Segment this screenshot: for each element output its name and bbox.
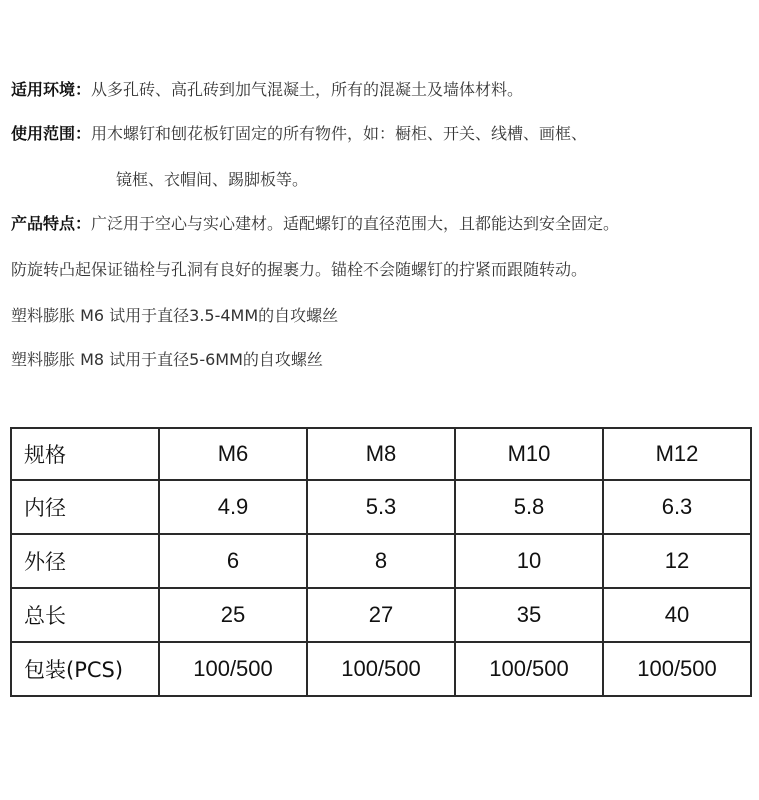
scope-label: 使用范围：: [11, 124, 92, 143]
table-row-packaging: [11, 642, 751, 696]
table-cell: 40: [603, 588, 751, 642]
intro-line-environment: [11, 80, 523, 100]
features-text: 广泛用于空心与实心建材。适配螺钉的直径范围大，且都能达到安全固定。: [91, 214, 620, 233]
header-cell-spec: 规格: [11, 428, 159, 480]
spec-table: [10, 427, 752, 697]
row-label-total-length: 总长: [11, 588, 159, 642]
table-cell: 6.3: [603, 480, 751, 534]
scope-text-continued: 镜框、衣帽间、踢脚板等。: [116, 170, 309, 189]
environment-label: 适用环境：: [11, 80, 92, 99]
row-label-packaging: 包装(PCS): [11, 642, 159, 696]
table-cell: 5.8: [455, 480, 603, 534]
table-cell: 5.3: [307, 480, 455, 534]
table-cell: 6: [159, 534, 307, 588]
intro-line-features-cont: [11, 260, 587, 280]
environment-text: 从多孔砖、高孔砖到加气混凝土，所有的混凝土及墙体材料。: [91, 80, 524, 99]
row-label-outer-diameter: 外径: [11, 534, 159, 588]
table-cell: 27: [307, 588, 455, 642]
table-cell: 12: [603, 534, 751, 588]
table-cell: 25: [159, 588, 307, 642]
intro-line-m6-note: [11, 306, 338, 326]
intro-line-scope: [11, 124, 587, 144]
intro-line-scope-cont: [116, 170, 308, 190]
table-row-outer-diameter: [11, 534, 751, 588]
m6-note-text: 塑料膨胀 M6 试用于直径3.5-4MM的自攻螺丝: [11, 306, 339, 325]
table-cell: 10: [455, 534, 603, 588]
table-cell: 100/500: [159, 642, 307, 696]
table-cell: 100/500: [455, 642, 603, 696]
table-header-row: [11, 428, 751, 480]
table-cell: 35: [455, 588, 603, 642]
header-cell-m10: M10: [455, 428, 603, 480]
table-cell: 100/500: [307, 642, 455, 696]
intro-line-features: [11, 214, 619, 234]
header-cell-m12: M12: [603, 428, 751, 480]
scope-text: 用木螺钉和刨花板钉固定的所有物件，如：橱柜、开关、线槽、画框、: [91, 124, 588, 143]
header-cell-m8: M8: [307, 428, 455, 480]
table-cell: 4.9: [159, 480, 307, 534]
header-cell-m6: M6: [159, 428, 307, 480]
row-label-inner-diameter: 内径: [11, 480, 159, 534]
intro-line-m8-note: [11, 350, 323, 370]
table-cell: 8: [307, 534, 455, 588]
table-cell: 100/500: [603, 642, 751, 696]
features-label: 产品特点：: [11, 214, 92, 233]
table-row-total-length: [11, 588, 751, 642]
table-row-inner-diameter: [11, 480, 751, 534]
m8-note-text: 塑料膨胀 M8 试用于直径5-6MM的自攻螺丝: [11, 350, 323, 369]
features-text-continued: 防旋转凸起保证锚栓与孔洞有良好的握裹力。锚栓不会随螺钉的拧紧而跟随转动。: [11, 260, 588, 279]
